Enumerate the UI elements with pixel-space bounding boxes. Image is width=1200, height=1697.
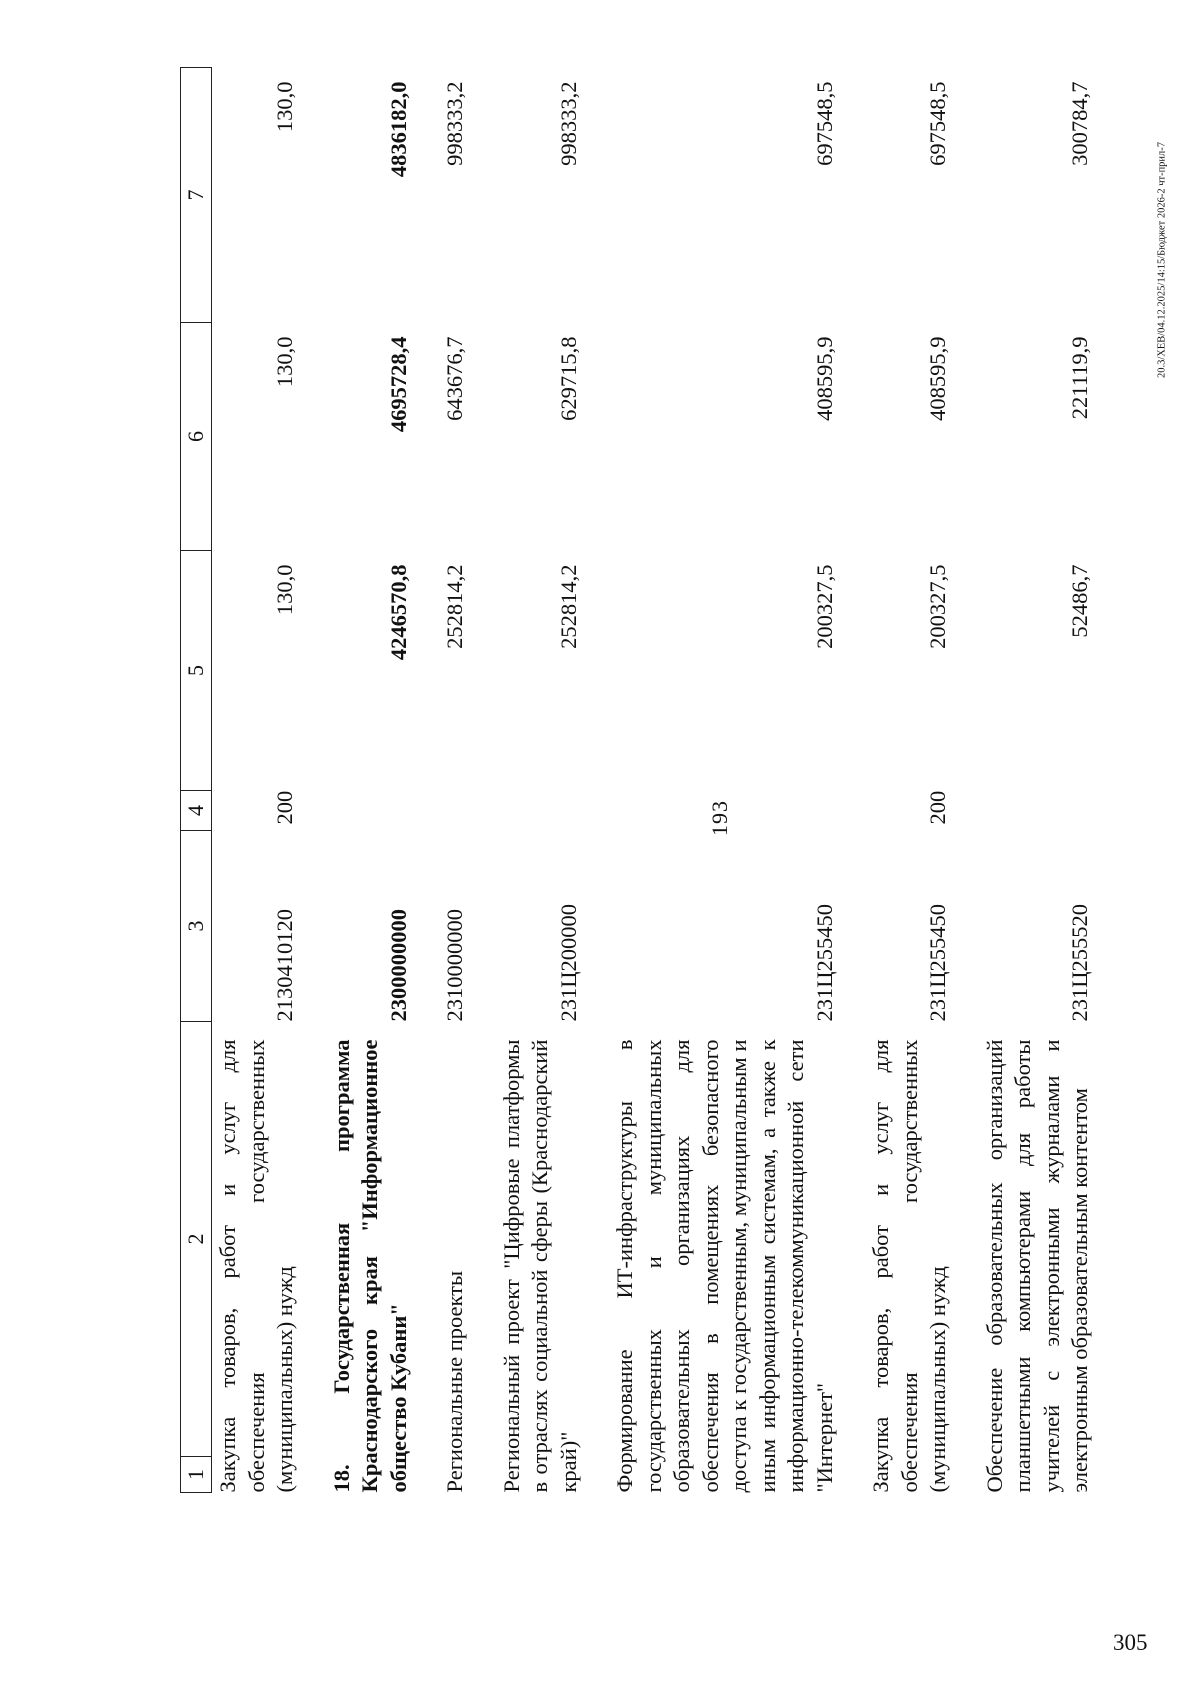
amount-col-5: 52486,7 [1067,564,1092,638]
row-name: Закупка товаров, работ и услуг для обеспечения государственных (муниципальных) нужд [868,1039,950,1493]
sheet-number: 305 [1113,1630,1148,1655]
amount-col-5: 130,0 [272,564,297,616]
table-row [611,68,867,1493]
footer-code: 20.3/ХЕВ/04.12.2025/14:15/Бюджет 2026-2 чт-прил-7 [1156,141,1168,379]
row-name-text: Государственная программа Краснодарского края "Информационное общество Кубани" [328,1039,411,1493]
amount-col-6: 221119,9 [1067,336,1092,420]
row-name: Закупка товаров, работ и услуг для обеспечения государственных (муниципальных) нужд [215,1039,297,1493]
column-number-header: 1 [181,1457,212,1493]
amount-col-7: 4836182,0 [385,81,411,178]
target-code: 231Ц255520 [1067,904,1092,1022]
column-number-header: 5 [181,551,212,791]
row-name: Формирование ИТ-инфраструктуры в государственных и муниципальных образовательных организациях для обеспечения в помещениях безопасного доступа к государственным, муниципальным и иным информационным системам, а также к информационно-телекоммуникационной сети "Интернет" [612,1039,837,1493]
budget-table [180,67,1123,1493]
amount-col-7: 697548,5 [811,81,837,166]
amount-col-6: 408595,9 [811,336,837,421]
target-code: 2300000000 [385,909,411,1022]
expense-type: 200 [925,790,950,825]
budget-table-container [180,68,1092,1493]
target-code: 2310000000 [442,909,467,1022]
target-code: 231Ц200000 [555,904,581,1022]
table-row-program [328,68,442,1493]
table-header-row [181,68,212,1493]
amount-col-5: 252814,2 [555,564,581,649]
row-name [328,1022,442,1493]
amount-col-6: 629715,8 [555,336,581,421]
row-number: 18. [328,1464,354,1493]
row-name: Региональные проекты [442,1270,467,1493]
expense-type [328,791,442,831]
table-row [212,68,328,1493]
column-number-header: 3 [181,831,212,1022]
expense-type [611,791,867,831]
amount-col-6: 408595,9 [925,336,950,421]
column-number-header: 6 [181,323,212,551]
table-row [498,68,612,1493]
target-code: 231Ц255450 [811,904,837,1022]
amount-col-7: 130,0 [272,81,297,133]
amount-col-6: 130,0 [272,336,297,388]
expense-type [498,791,612,831]
amount-col-5: 252814,2 [442,564,467,649]
amount-col-5: 200327,5 [925,564,950,649]
amount-col-6: 4695728,4 [385,336,411,433]
amount-col-7: 697548,5 [925,81,950,166]
expense-type: 200 [272,790,297,825]
expense-type [441,791,498,831]
amount-col-6: 643676,7 [442,336,467,421]
amount-col-7: 300784,7 [1067,81,1092,166]
table-row [441,68,498,1493]
column-number-header: 4 [181,791,212,831]
table-row [867,68,981,1493]
target-code: 2130410120 [272,909,297,1022]
page-number: 193 [707,800,732,836]
expense-type [981,791,1123,831]
column-number-header: 7 [181,68,212,323]
amount-col-5: 200327,5 [811,564,837,649]
amount-col-7: 998333,2 [442,81,467,166]
row-name: Обеспечение образовательных организаций планшетными компьютерами для работы учителей с электронными журналами и электронным образовательным контентом [981,1039,1092,1493]
row-name: Региональный проект "Цифровые платформы в отраслях социальной сферы (Краснодарский край)" [498,1039,581,1493]
amount-col-5: 4246570,8 [385,564,411,661]
amount-col-7: 998333,2 [555,81,581,166]
target-code: 231Ц255450 [925,904,950,1022]
table-row [981,68,1123,1493]
column-number-header: 2 [181,1022,212,1457]
